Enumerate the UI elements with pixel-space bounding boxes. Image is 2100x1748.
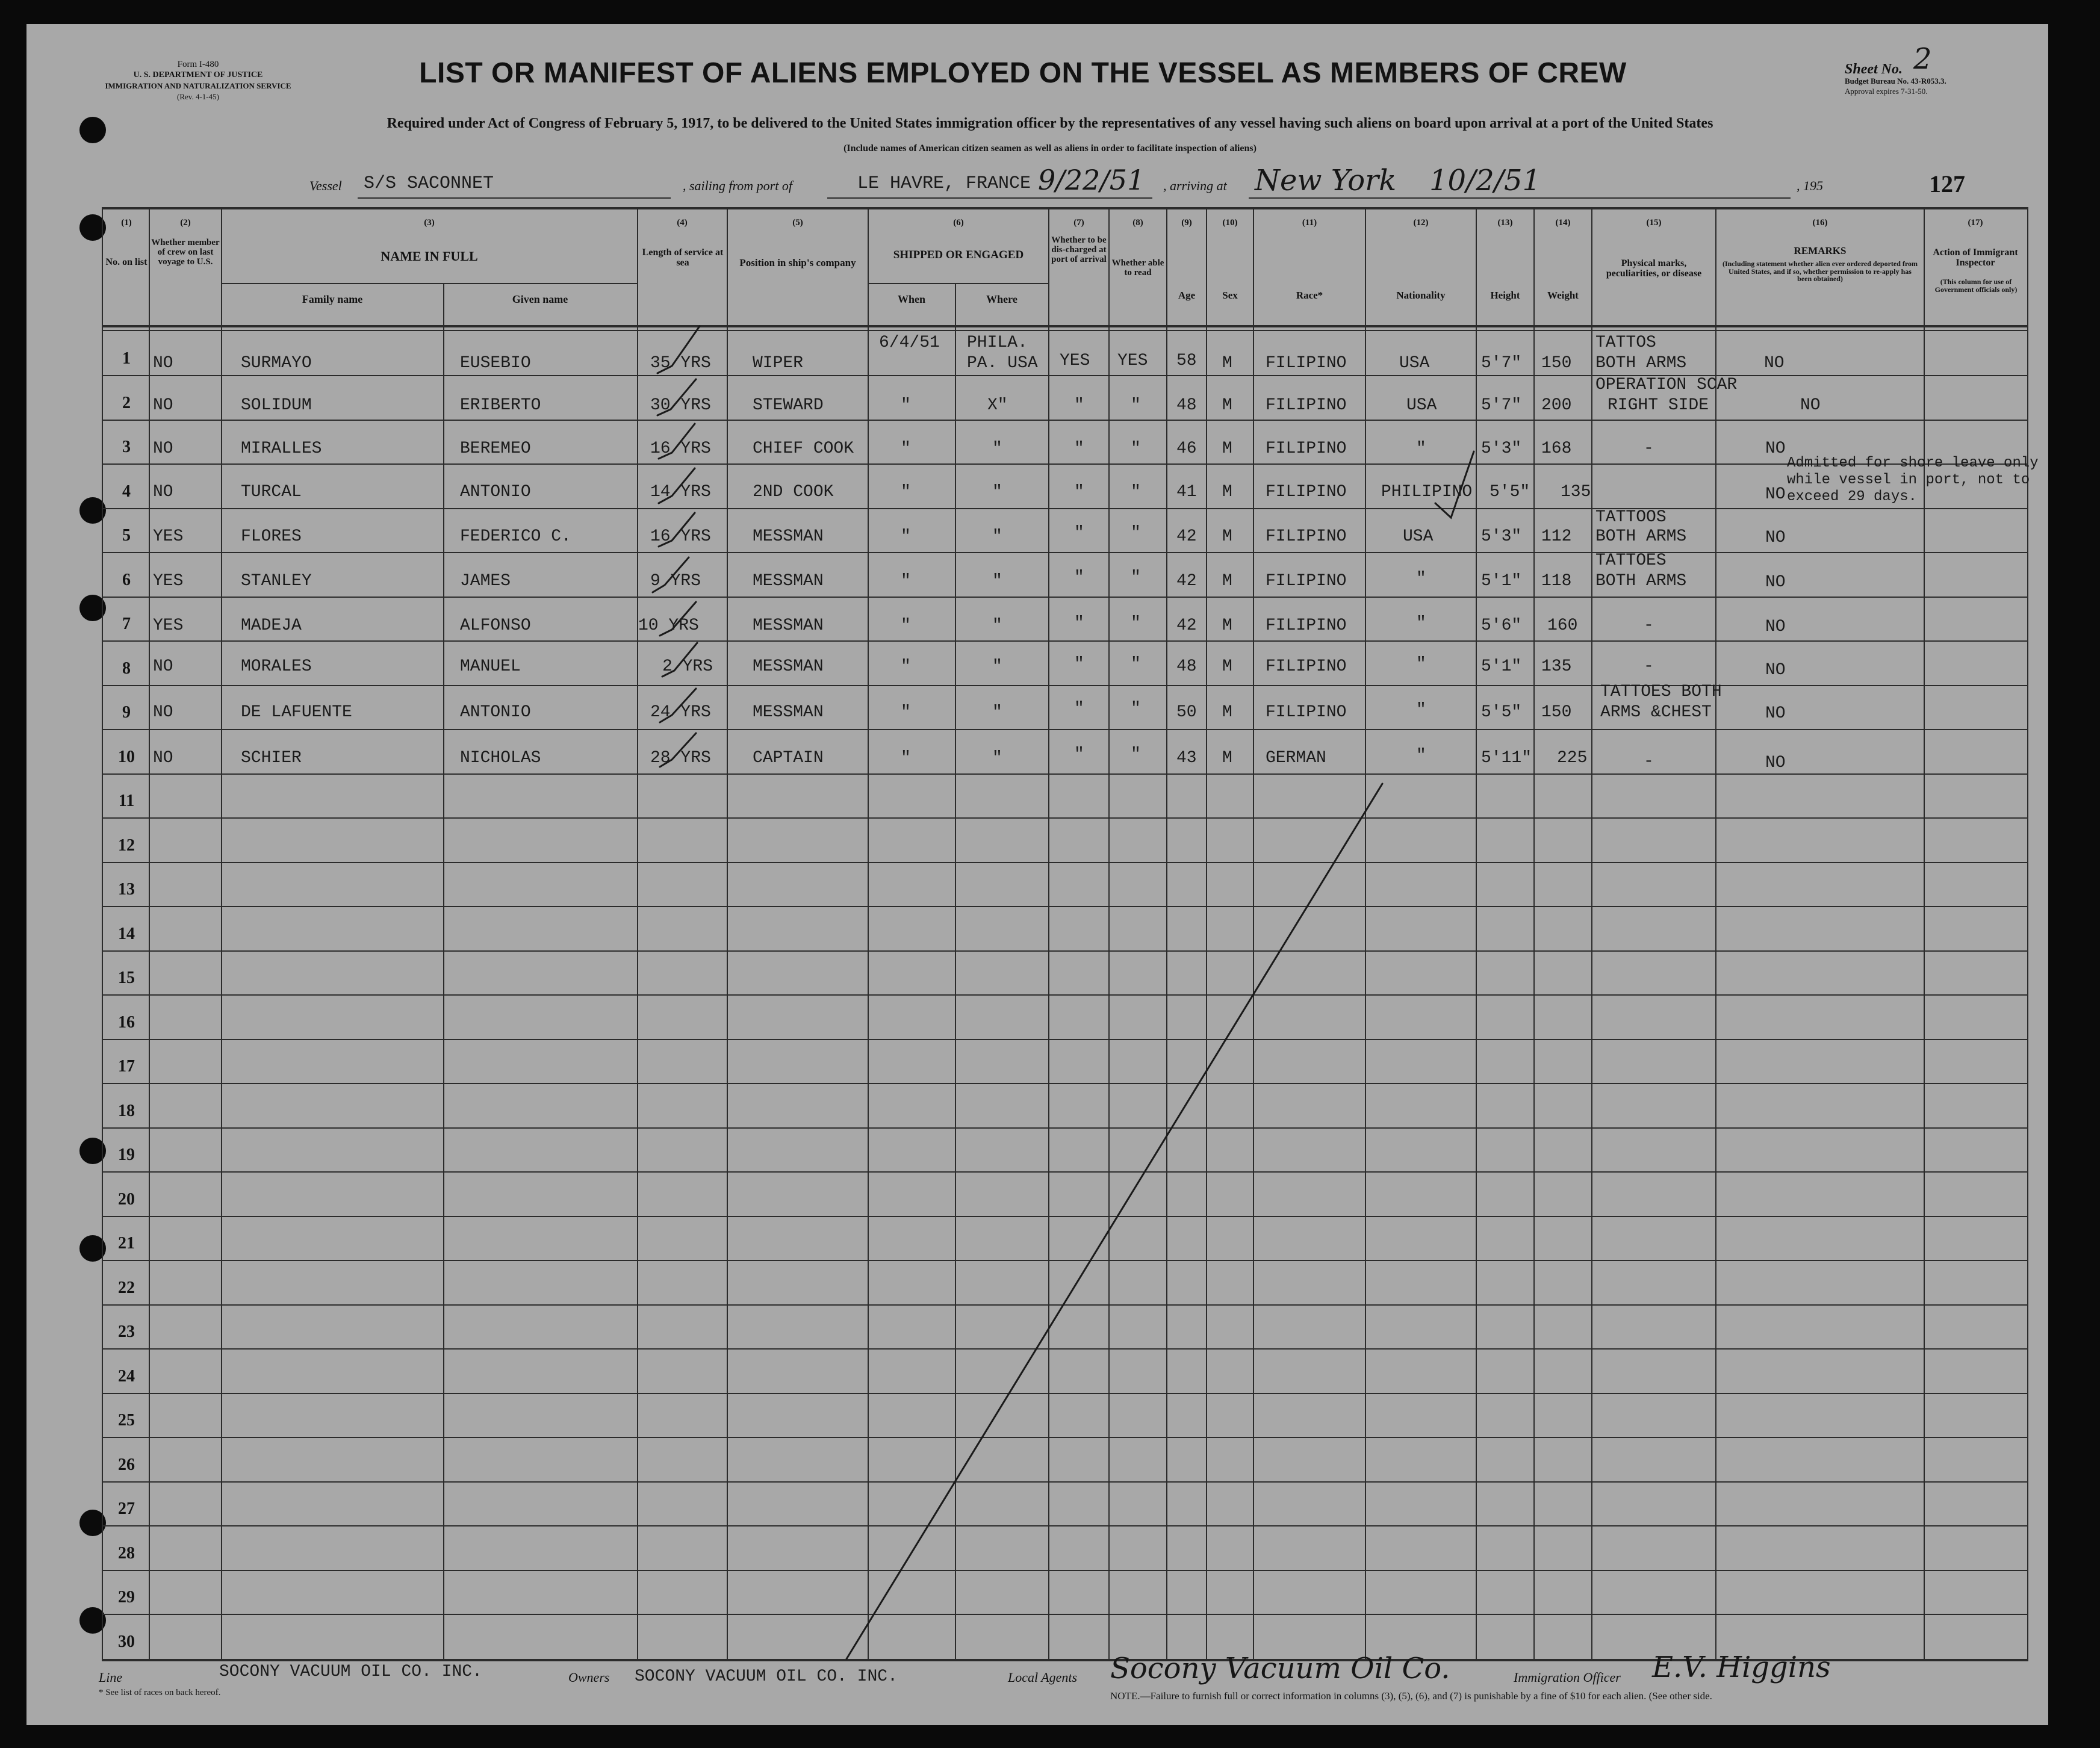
crew-service: 9 YRS <box>650 572 701 590</box>
service: IMMIGRATION AND NATURALIZATION SERVICE <box>105 81 291 90</box>
crew-where: " <box>992 483 1002 501</box>
row-number: 5 <box>122 526 131 545</box>
col-head-1: No. on list <box>105 257 148 267</box>
arrival-port: New York <box>1255 164 1397 197</box>
col-num-14: (14) <box>1555 218 1571 228</box>
crew-height: 5'6" <box>1481 616 1522 635</box>
crew-where: " <box>992 527 1002 546</box>
row-number: 13 <box>118 880 135 899</box>
shore-leave-line: exceed 29 days. <box>1787 489 1918 505</box>
crew-family-name: MIRALLES <box>241 439 322 458</box>
crew-read: " <box>1131 483 1141 501</box>
check-mark <box>659 468 695 503</box>
crew-family-name: FLORES <box>241 527 302 546</box>
row-number: 3 <box>122 438 131 456</box>
col-head-6b: Where <box>986 293 1017 305</box>
crew-family-name: DE LAFUENTE <box>241 703 352 722</box>
crew-height: 5'3" <box>1481 439 1522 458</box>
crew-discharged: " <box>1074 614 1084 633</box>
crew-position: MESSMAN <box>753 527 824 546</box>
crew-family-name: MADEJA <box>241 616 302 635</box>
crew-when: " <box>901 703 911 722</box>
crew-prior-voyage: NO <box>153 749 173 767</box>
col-head-16-note: (Including statement whether alien ever ordered deported from United States, and if so, whether permission to re-apply has been obtained) <box>1722 259 1918 284</box>
crew-prior-voyage: NO <box>153 703 173 722</box>
crew-when: " <box>901 572 911 590</box>
row-number: 8 <box>122 659 131 678</box>
row-number: 30 <box>118 1632 135 1651</box>
crew-nationality: " <box>1416 439 1426 458</box>
crew-position: STEWARD <box>753 396 824 415</box>
crew-weight: 168 <box>1541 439 1572 458</box>
crew-marks-2: RIGHT SIDE <box>1608 396 1709 415</box>
col-num-4: (4) <box>677 218 688 228</box>
crew-where-2: PA. USA <box>967 354 1038 373</box>
sheet-label: Sheet No. <box>1845 61 1903 77</box>
approval: Approval expires 7-31-50. <box>1845 87 1928 96</box>
officer-label: Immigration Officer <box>1514 1670 1621 1685</box>
crew-weight: 150 <box>1541 703 1572 722</box>
col-num-5: (5) <box>792 218 803 228</box>
crew-discharged: " <box>1074 439 1084 458</box>
crew-when: " <box>901 439 911 458</box>
crew-position: CAPTAIN <box>753 749 824 767</box>
crew-age: 43 <box>1176 749 1197 767</box>
col-head-3: NAME IN FULL <box>381 249 478 264</box>
col-head-6a: When <box>897 293 925 305</box>
page-title: LIST OR MANIFEST OF ALIENS EMPLOYED ON THE VESSEL AS MEMBERS OF CREW <box>419 57 1627 89</box>
crew-nationality: " <box>1416 746 1426 765</box>
crew-sex: M <box>1222 657 1232 676</box>
col-head-9: Age <box>1178 290 1196 301</box>
crew-where: X" <box>987 396 1008 415</box>
sheet-number: 2 <box>1913 42 1932 76</box>
crew-discharged: YES <box>1060 352 1090 370</box>
col-num-8: (8) <box>1132 218 1143 228</box>
crew-when: " <box>901 483 911 501</box>
crew-remarks: NO <box>1765 754 1786 772</box>
crew-discharged: " <box>1074 524 1084 542</box>
officer-value: E.V. Higgins <box>1652 1650 1831 1684</box>
col-head-5: Position in ship's company <box>739 257 856 268</box>
col-head-3a: Family name <box>302 293 363 305</box>
crew-remarks: NO <box>1765 618 1786 636</box>
crew-prior-voyage: NO <box>153 483 173 501</box>
agents-label: Local Agents <box>1008 1670 1078 1685</box>
col-num-17: (17) <box>1968 218 1983 228</box>
form-number: Form I-480 <box>177 60 219 69</box>
crew-sex: M <box>1222 354 1232 373</box>
budget-bureau: Budget Bureau No. 43-R053.3. <box>1845 76 1946 85</box>
col-num-11: (11) <box>1302 218 1317 228</box>
crew-service: 24 YRS <box>650 703 711 722</box>
crew-marks-2: ARMS &CHEST <box>1600 703 1712 722</box>
crew-discharged: " <box>1074 568 1084 587</box>
check-mark <box>660 689 696 722</box>
line-value: SOCONY VACUUM OIL CO. INC. <box>219 1663 482 1681</box>
crew-given-name: FEDERICO C. <box>460 527 571 546</box>
arrival-date: 10/2/51 <box>1429 164 1541 197</box>
crew-family-name: STANLEY <box>241 572 312 590</box>
crew-service: 14 YRS <box>650 483 711 501</box>
crew-age: 48 <box>1176 657 1197 676</box>
crew-prior-voyage: YES <box>153 572 184 590</box>
col-num-10: (10) <box>1222 218 1238 228</box>
crew-marks-2: BOTH ARMS <box>1595 572 1687 590</box>
owners-label: Owners <box>568 1670 610 1685</box>
check-mark <box>657 326 700 373</box>
crew-prior-voyage: NO <box>153 354 173 373</box>
row-number: 21 <box>118 1234 135 1253</box>
row-number: 23 <box>118 1322 135 1341</box>
crew-sex: M <box>1222 396 1232 415</box>
crew-weight: 135 <box>1561 483 1591 501</box>
crew-service: 10 YRS <box>638 616 699 635</box>
agents-value: Socony Vacuum Oil Co. <box>1110 1652 1450 1685</box>
crew-height: 5'7" <box>1481 396 1522 415</box>
crew-race: FILIPINO <box>1266 572 1347 590</box>
col-head-8: Whether able to read <box>1111 258 1164 277</box>
col-num-12: (12) <box>1413 218 1429 228</box>
row-number: 9 <box>122 703 131 722</box>
crew-marks-2: BOTH ARMS <box>1595 354 1687 373</box>
shore-leave-line: while vessel in port, not to <box>1787 472 2030 488</box>
crew-read: " <box>1131 396 1141 415</box>
check-mark <box>662 643 697 677</box>
crew-given-name: ALFONSO <box>460 616 531 635</box>
check-mark <box>1435 451 1474 518</box>
vessel-name: S/S SACONNET <box>364 173 494 194</box>
crew-discharged: " <box>1074 483 1084 501</box>
crew-nationality: PHILIPINO <box>1381 483 1473 501</box>
crew-weight: 135 <box>1541 657 1572 676</box>
crew-given-name: MANUEL <box>460 657 521 676</box>
crew-age: 42 <box>1176 527 1197 546</box>
crew-height: 5'1" <box>1481 657 1522 676</box>
races-note: * See list of races on back hereof. <box>99 1688 221 1697</box>
col-num-3: (3) <box>424 218 435 228</box>
check-mark <box>659 513 695 547</box>
crew-when: 6/4/51 <box>879 333 940 352</box>
col-head-3b: Given name <box>512 293 568 305</box>
row-number: 4 <box>122 482 131 501</box>
crew-where: PHILA. <box>967 333 1028 352</box>
crew-given-name: BEREMEO <box>460 439 531 458</box>
crew-height: 5'3" <box>1481 527 1522 546</box>
col-num-7: (7) <box>1073 218 1084 228</box>
vessel-label: Vessel <box>309 178 342 193</box>
crew-read: " <box>1131 699 1141 718</box>
crew-discharged: " <box>1074 396 1084 415</box>
crew-marks-2: BOTH ARMS <box>1595 527 1687 546</box>
row-number: 19 <box>118 1145 135 1164</box>
row-number: 24 <box>118 1367 135 1386</box>
crew-family-name: MORALES <box>241 657 312 676</box>
crew-nationality: USA <box>1403 527 1434 546</box>
check-mark <box>660 733 696 767</box>
crew-marks: TATTOOS <box>1595 508 1667 527</box>
crew-remarks: NO <box>1765 485 1786 504</box>
crew-service: 2 YRS <box>662 657 713 676</box>
sailing-label: , sailing from port of <box>683 178 792 193</box>
crew-where: " <box>992 657 1002 676</box>
col-head-4: Length of service at sea <box>642 247 724 268</box>
arriving-label: , arriving at <box>1163 178 1227 193</box>
row-number: 16 <box>118 1013 135 1032</box>
crew-remarks: NO <box>1800 396 1821 415</box>
crew-age: 42 <box>1176 572 1197 590</box>
crew-sex: M <box>1222 439 1232 458</box>
row-number: 29 <box>118 1588 135 1607</box>
crew-height: 5'5" <box>1481 703 1522 722</box>
crew-service: 35 YRS <box>650 354 711 373</box>
crew-marks: TATTOS <box>1595 333 1656 352</box>
row-number: 27 <box>118 1499 135 1518</box>
crew-discharged: " <box>1074 745 1084 764</box>
crew-service: 28 YRS <box>650 749 711 767</box>
crew-read: " <box>1131 655 1141 674</box>
crew-race: FILIPINO <box>1266 527 1347 546</box>
col-num-16: (16) <box>1812 218 1828 228</box>
crew-position: WIPER <box>753 354 804 373</box>
crew-weight: 112 <box>1541 527 1572 546</box>
crew-where: " <box>992 703 1002 722</box>
row-number: 26 <box>118 1455 135 1474</box>
row-number: 10 <box>118 748 135 766</box>
row-number: 25 <box>118 1411 135 1430</box>
row-number: 2 <box>122 394 131 412</box>
crew-remarks: NO <box>1765 661 1786 680</box>
crew-prior-voyage: NO <box>153 657 173 676</box>
crew-read: " <box>1131 745 1141 764</box>
crew-age: 50 <box>1176 703 1197 722</box>
col-head-17-note: (This column for use of Government officials only) <box>1934 277 2018 294</box>
check-mark <box>660 602 696 636</box>
crew-prior-voyage: YES <box>153 527 184 546</box>
crew-sex: M <box>1222 483 1232 501</box>
act-note: (Include names of American citizen seamen as well as aliens in order to facilitate inspection of aliens) <box>843 143 1257 153</box>
crew-marks: TATTOES <box>1595 551 1667 570</box>
crew-position: MESSMAN <box>753 657 824 676</box>
crew-position: CHIEF COOK <box>753 439 854 458</box>
check-mark <box>653 557 689 592</box>
crew-read: " <box>1131 439 1141 458</box>
row-number: 12 <box>118 836 135 855</box>
sailing-port: LE HAVRE, FRANCE <box>857 173 1031 194</box>
crew-marks: - <box>1644 752 1654 771</box>
col-head-15: Physical marks, peculiarities, or disease <box>1606 258 1702 279</box>
crew-remarks: NO <box>1765 704 1786 723</box>
diagonal-cancel-line <box>847 784 1382 1659</box>
revision: (Rev. 4-1-45) <box>177 92 219 101</box>
crew-read: " <box>1131 614 1141 633</box>
crew-weight: 200 <box>1541 396 1572 415</box>
crew-sex: M <box>1222 749 1232 767</box>
col-num-2: (2) <box>180 218 191 228</box>
crew-position: MESSMAN <box>753 616 824 635</box>
crew-remarks: NO <box>1765 439 1786 458</box>
crew-race: GERMAN <box>1266 749 1326 767</box>
crew-family-name: SCHIER <box>241 749 302 767</box>
crew-prior-voyage: NO <box>153 439 173 458</box>
col-head-14: Weight <box>1547 290 1579 301</box>
crew-race: FILIPINO <box>1266 657 1347 676</box>
crew-where: " <box>992 749 1002 767</box>
row-number: 1 <box>122 349 131 368</box>
crew-given-name: ERIBERTO <box>460 396 541 415</box>
check-mark <box>657 379 696 415</box>
row-number: 28 <box>118 1544 135 1563</box>
crew-sex: M <box>1222 572 1232 590</box>
crew-nationality: " <box>1416 569 1426 588</box>
crew-read: " <box>1131 568 1141 587</box>
crew-weight: 150 <box>1541 354 1572 373</box>
col-num-13: (13) <box>1497 218 1513 228</box>
crew-given-name: NICHOLAS <box>460 749 541 767</box>
crew-race: FILIPINO <box>1266 354 1347 373</box>
col-head-17: Action of Immigrant Inspector <box>1933 247 2018 268</box>
crew-age: 42 <box>1176 616 1197 635</box>
annotation-layer <box>26 24 2048 1725</box>
crew-sex: M <box>1222 616 1232 635</box>
crew-race: FILIPINO <box>1266 616 1347 635</box>
line-label: Line <box>99 1670 123 1685</box>
crew-position: MESSMAN <box>753 703 824 722</box>
row-number: 7 <box>122 615 131 633</box>
crew-weight: 225 <box>1557 749 1588 767</box>
crew-age: 41 <box>1176 483 1197 501</box>
row-number: 6 <box>122 571 131 589</box>
crew-given-name: ANTONIO <box>460 703 531 722</box>
crew-nationality: " <box>1416 614 1426 633</box>
row-number: 11 <box>118 792 135 810</box>
crew-weight: 118 <box>1541 572 1572 590</box>
crew-nationality: USA <box>1399 354 1430 373</box>
row-number: 14 <box>118 925 135 943</box>
crew-given-name: JAMES <box>460 572 511 590</box>
year-label: , 195 <box>1797 178 1823 193</box>
crew-marks: OPERATION SCAR <box>1595 376 1738 394</box>
crew-when: " <box>901 657 911 676</box>
page-number: 127 <box>1929 170 1965 197</box>
crew-remarks: NO <box>1765 573 1786 592</box>
crew-sex: M <box>1222 703 1232 722</box>
crew-position: MESSMAN <box>753 572 824 590</box>
col-head-6: SHIPPED OR ENGAGED <box>893 249 1024 261</box>
crew-marks: TATTOES BOTH <box>1600 683 1722 701</box>
crew-prior-voyage: YES <box>153 616 184 635</box>
shore-leave-line: Admitted for shore leave only <box>1787 455 2039 471</box>
manifest-sheet <box>26 24 2048 1725</box>
crew-remarks: NO <box>1764 354 1785 373</box>
crew-where: " <box>992 616 1002 635</box>
col-head-10: Sex <box>1222 290 1238 301</box>
row-number: 15 <box>118 969 135 987</box>
row-number: 17 <box>118 1057 135 1076</box>
crew-height: 5'5" <box>1490 483 1530 501</box>
crew-remarks: NO <box>1765 528 1786 547</box>
crew-race: FILIPINO <box>1266 396 1347 415</box>
crew-when: " <box>901 749 911 767</box>
crew-height: 5'11" <box>1481 749 1532 767</box>
crew-age: 46 <box>1176 439 1197 458</box>
crew-race: FILIPINO <box>1266 439 1347 458</box>
crew-read: YES <box>1117 352 1148 370</box>
crew-age: 58 <box>1176 352 1197 370</box>
crew-discharged: " <box>1074 655 1084 674</box>
col-num-6: (6) <box>953 218 964 228</box>
crew-service: 30 YRS <box>650 396 711 415</box>
crew-nationality: " <box>1416 655 1426 674</box>
crew-given-name: ANTONIO <box>460 483 531 501</box>
act-statement: Required under Act of Congress of February 5, 1917, to be delivered to the United States immigration officer by the representatives of any vessel having such aliens on board upon arrival at a port of the United States <box>387 116 1713 131</box>
crew-race: FILIPINO <box>1266 483 1347 501</box>
crew-service: 16 YRS <box>650 439 711 458</box>
crew-age: 48 <box>1176 396 1197 415</box>
crew-read: " <box>1131 524 1141 542</box>
crew-when: " <box>901 616 911 635</box>
row-number: 22 <box>118 1278 135 1297</box>
col-head-13: Height <box>1490 290 1520 301</box>
crew-weight: 160 <box>1547 616 1578 635</box>
crew-given-name: EUSEBIO <box>460 354 531 373</box>
crew-family-name: SOLIDUM <box>241 396 312 415</box>
crew-marks: - <box>1644 616 1654 635</box>
col-head-11: Race* <box>1296 290 1323 301</box>
department: U. S. DEPARTMENT OF JUSTICE <box>133 70 263 79</box>
crew-height: 5'7" <box>1481 354 1522 373</box>
col-head-7: Whether to be dis-charged at port of arrival <box>1051 235 1107 264</box>
crew-sex: M <box>1222 527 1232 546</box>
crew-where: " <box>992 572 1002 590</box>
row-number: 20 <box>118 1190 135 1209</box>
crew-prior-voyage: NO <box>153 396 173 415</box>
check-mark <box>659 424 695 459</box>
col-head-16: REMARKS <box>1794 245 1847 256</box>
crew-marks: - <box>1644 439 1654 458</box>
crew-race: FILIPINO <box>1266 703 1347 722</box>
crew-when: " <box>901 396 911 415</box>
row-number: 18 <box>118 1102 135 1120</box>
crew-nationality: " <box>1416 701 1426 719</box>
crew-marks: - <box>1644 657 1654 676</box>
crew-when: " <box>901 527 911 546</box>
crew-height: 5'1" <box>1481 572 1522 590</box>
sailing-date: 9/22/51 <box>1038 164 1145 196</box>
penalty-note: NOTE.—Failure to furnish full or correct information in columns (3), (5), (6), and (7) is punishable by a fine of $10 for each alien. (See other side. <box>1110 1690 1712 1702</box>
col-num-15: (15) <box>1646 218 1662 228</box>
crew-family-name: TURCAL <box>241 483 302 501</box>
crew-discharged: " <box>1074 699 1084 718</box>
col-num-1: (1) <box>121 218 132 228</box>
col-head-2: Whether member of crew on last voyage to U.S. <box>151 238 220 267</box>
crew-service: 16 YRS <box>650 527 711 546</box>
col-head-12: Nationality <box>1396 290 1446 301</box>
crew-position: 2ND COOK <box>753 483 834 501</box>
crew-family-name: SURMAYO <box>241 354 312 373</box>
col-num-9: (9) <box>1181 218 1192 228</box>
owners-value: SOCONY VACUUM OIL CO. INC. <box>635 1667 898 1686</box>
crew-where: " <box>992 439 1002 458</box>
crew-nationality: USA <box>1406 396 1437 415</box>
